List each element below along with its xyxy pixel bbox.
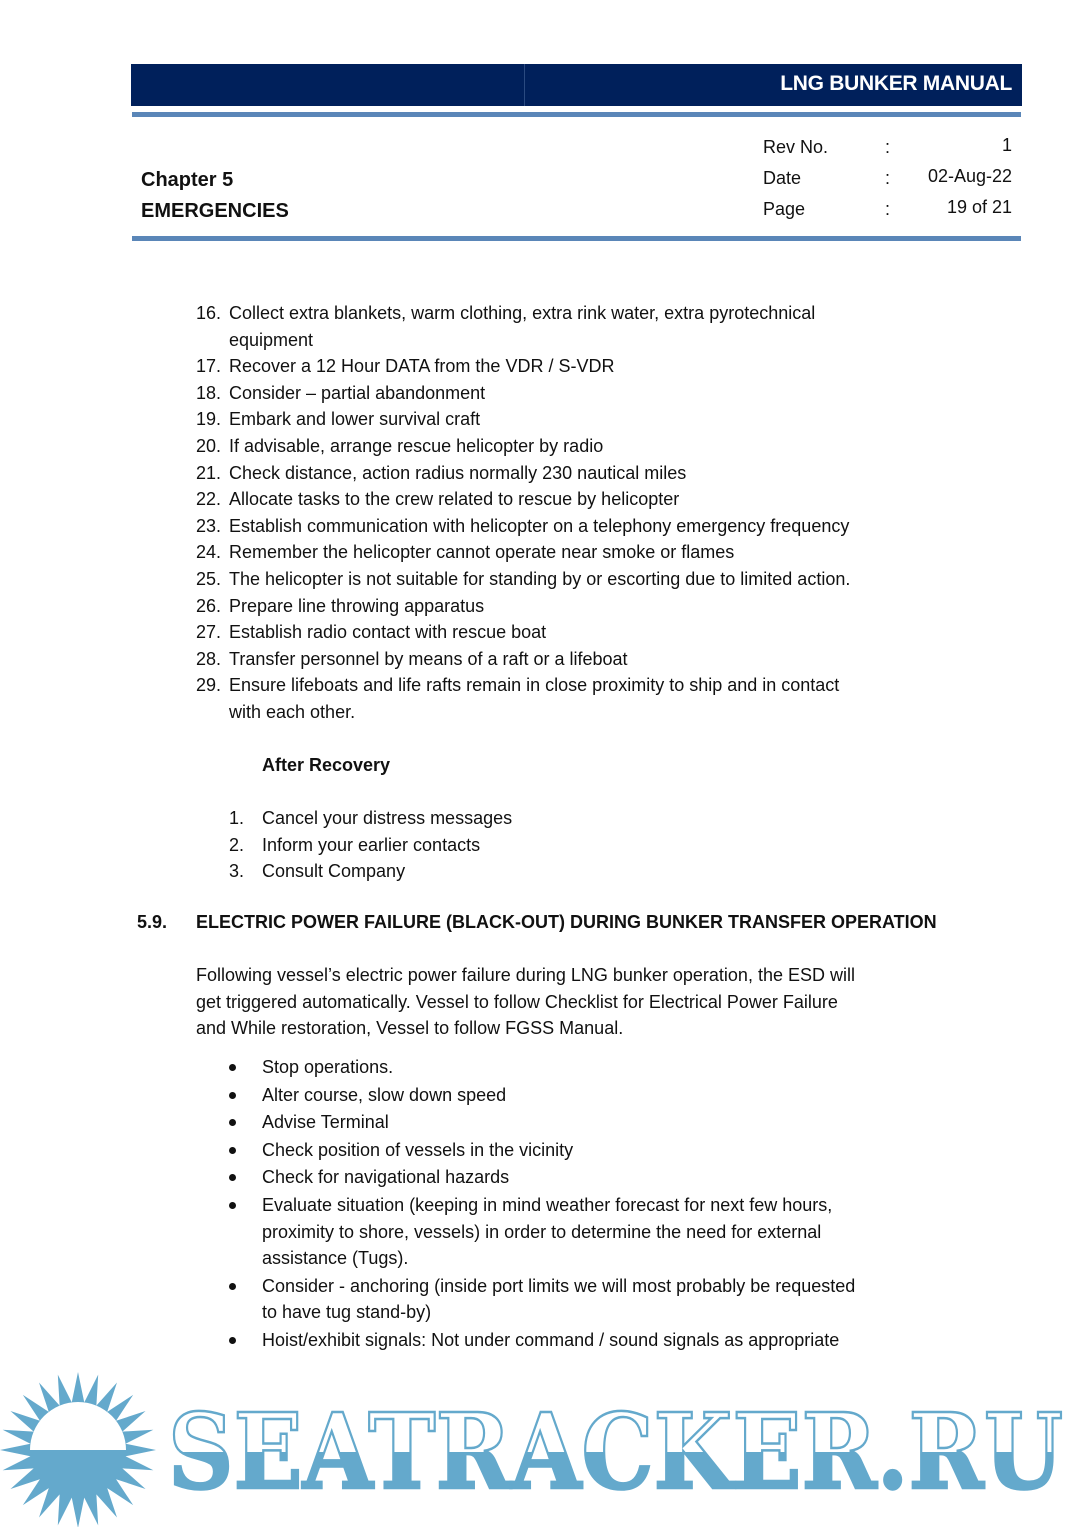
- meta-separator: :: [885, 137, 891, 157]
- manual-title: LNG BUNKER MANUAL: [780, 72, 1012, 95]
- bullet-icon: [229, 1337, 236, 1344]
- chapter-number: Chapter 5: [141, 169, 234, 191]
- paragraph-line: and While restoration, Vessel to follow FGSS Manual.: [196, 1018, 624, 1039]
- paragraph-line: Following vessel’s electric power failure during LNG bunker operation, the ESD will: [196, 965, 855, 985]
- bullet-icon: [229, 1174, 236, 1181]
- list-item-text: The helicopter is not suitable for standing by or escorting due to limited action.: [229, 569, 851, 589]
- list-item-text: Establish communication with helicopter on a telephony emergency frequency: [229, 515, 850, 536]
- bullet-icon: [229, 1092, 236, 1099]
- after-number: 1.: [229, 808, 245, 828]
- seatracker-watermark: [0, 1365, 1080, 1527]
- meta-label: Rev No.: [763, 137, 829, 157]
- list-item-text: Recover a 12 Hour DATA from the VDR / S-VDR: [229, 356, 615, 377]
- list-item-text: Check distance, action radius normally 230 nautical miles: [229, 462, 687, 483]
- bullet-text: Consider - anchoring (inside port limits we will most probably be requested: [262, 1275, 856, 1296]
- list-number: 18.: [196, 382, 222, 403]
- list-number: 17.: [196, 356, 222, 377]
- after-recovery-heading: After Recovery: [262, 755, 391, 775]
- bullet-icon: [229, 1119, 236, 1126]
- list-number: 28.: [196, 648, 222, 669]
- bullet-text: Stop operations.: [262, 1057, 394, 1077]
- section-title: ELECTRIC POWER FAILURE (BLACK-OUT) DURING BUNKER TRANSFER OPERATION: [196, 912, 937, 932]
- meta-separator: :: [885, 168, 891, 188]
- meta-label: Page: [763, 199, 806, 219]
- list-number: 16.: [196, 303, 222, 323]
- bullet-text: assistance (Tugs).: [262, 1248, 409, 1269]
- meta-value: 02-Aug-22: [927, 166, 1012, 186]
- list-number: 23.: [196, 515, 222, 536]
- bullet-text: to have tug stand-by): [262, 1302, 432, 1323]
- list-number: 27.: [196, 622, 222, 643]
- bullet-icon: [229, 1064, 236, 1071]
- meta-value: 19 of 21: [946, 197, 1012, 217]
- bullet-icon: [229, 1202, 236, 1209]
- list-item-text: Transfer personnel by means of a raft or a lifeboat: [229, 648, 628, 669]
- bullet-text: Check position of vessels in the vicinity: [262, 1139, 574, 1160]
- header-divider: [524, 64, 525, 106]
- after-number: 3.: [229, 861, 245, 882]
- list-number: 21.: [196, 462, 222, 483]
- meta-separator: :: [885, 199, 891, 219]
- after-item-text: Cancel your distress messages: [262, 808, 513, 828]
- after-item-text: Inform your earlier contacts: [262, 834, 481, 855]
- after-number: 2.: [229, 834, 245, 855]
- bullet-text: proximity to shore, vessels) in order to determine the need for external: [262, 1221, 822, 1242]
- meta-label: Date: [763, 168, 802, 188]
- list-item-text: Embark and lower survival craft: [229, 409, 481, 430]
- list-item-text: Allocate tasks to the crew related to rescue by helicopter: [229, 489, 680, 510]
- paragraph-line: get triggered automatically. Vessel to follow Checklist for Electrical Power Failure: [196, 991, 838, 1012]
- list-number: 22.: [196, 489, 222, 510]
- chapter-title: EMERGENCIES: [141, 200, 289, 222]
- list-item-text: Ensure lifeboats and life rafts remain in close proximity to ship and in contact: [229, 675, 840, 696]
- list-item-text: with each other.: [229, 702, 356, 722]
- list-item-text: If advisable, arrange rescue helicopter by radio: [229, 436, 604, 456]
- sun-icon: [0, 1372, 156, 1527]
- bullet-text: Check for navigational hazards: [262, 1167, 510, 1188]
- after-item-text: Consult Company: [262, 861, 406, 882]
- bullet-icon: [229, 1147, 236, 1154]
- section-number: 5.9.: [137, 912, 168, 932]
- list-number: 26.: [196, 595, 222, 616]
- bullet-text: Hoist/exhibit signals: Not under command / sound signals as appropriate: [262, 1330, 840, 1350]
- meta-value: 1: [1001, 135, 1012, 155]
- list-item-text: Collect extra blankets, warm clothing, extra rink water, extra pyrotechnical: [229, 303, 816, 323]
- list-item-text: Prepare line throwing apparatus: [229, 595, 485, 616]
- header-rule: [132, 112, 1021, 117]
- bullet-icon: [229, 1283, 236, 1290]
- list-item-text: Consider – partial abandonment: [229, 382, 486, 403]
- bullet-text: Advise Terminal: [262, 1112, 389, 1133]
- list-number: 24.: [196, 542, 222, 563]
- list-number: 25.: [196, 569, 222, 589]
- list-item-text: equipment: [229, 329, 314, 350]
- list-number: 29.: [196, 675, 222, 696]
- list-item-text: Establish radio contact with rescue boat: [229, 622, 547, 643]
- list-number: 19.: [196, 409, 222, 430]
- list-item-text: Remember the helicopter cannot operate near smoke or flames: [229, 542, 735, 563]
- bullet-text: Evaluate situation (keeping in mind weather forecast for next few hours,: [262, 1195, 833, 1215]
- list-number: 20.: [196, 436, 222, 456]
- header-rule-bottom: [132, 236, 1021, 241]
- bullet-text: Alter course, slow down speed: [262, 1084, 507, 1105]
- watermark-text: SEATRACKER.RU: [168, 1390, 1063, 1513]
